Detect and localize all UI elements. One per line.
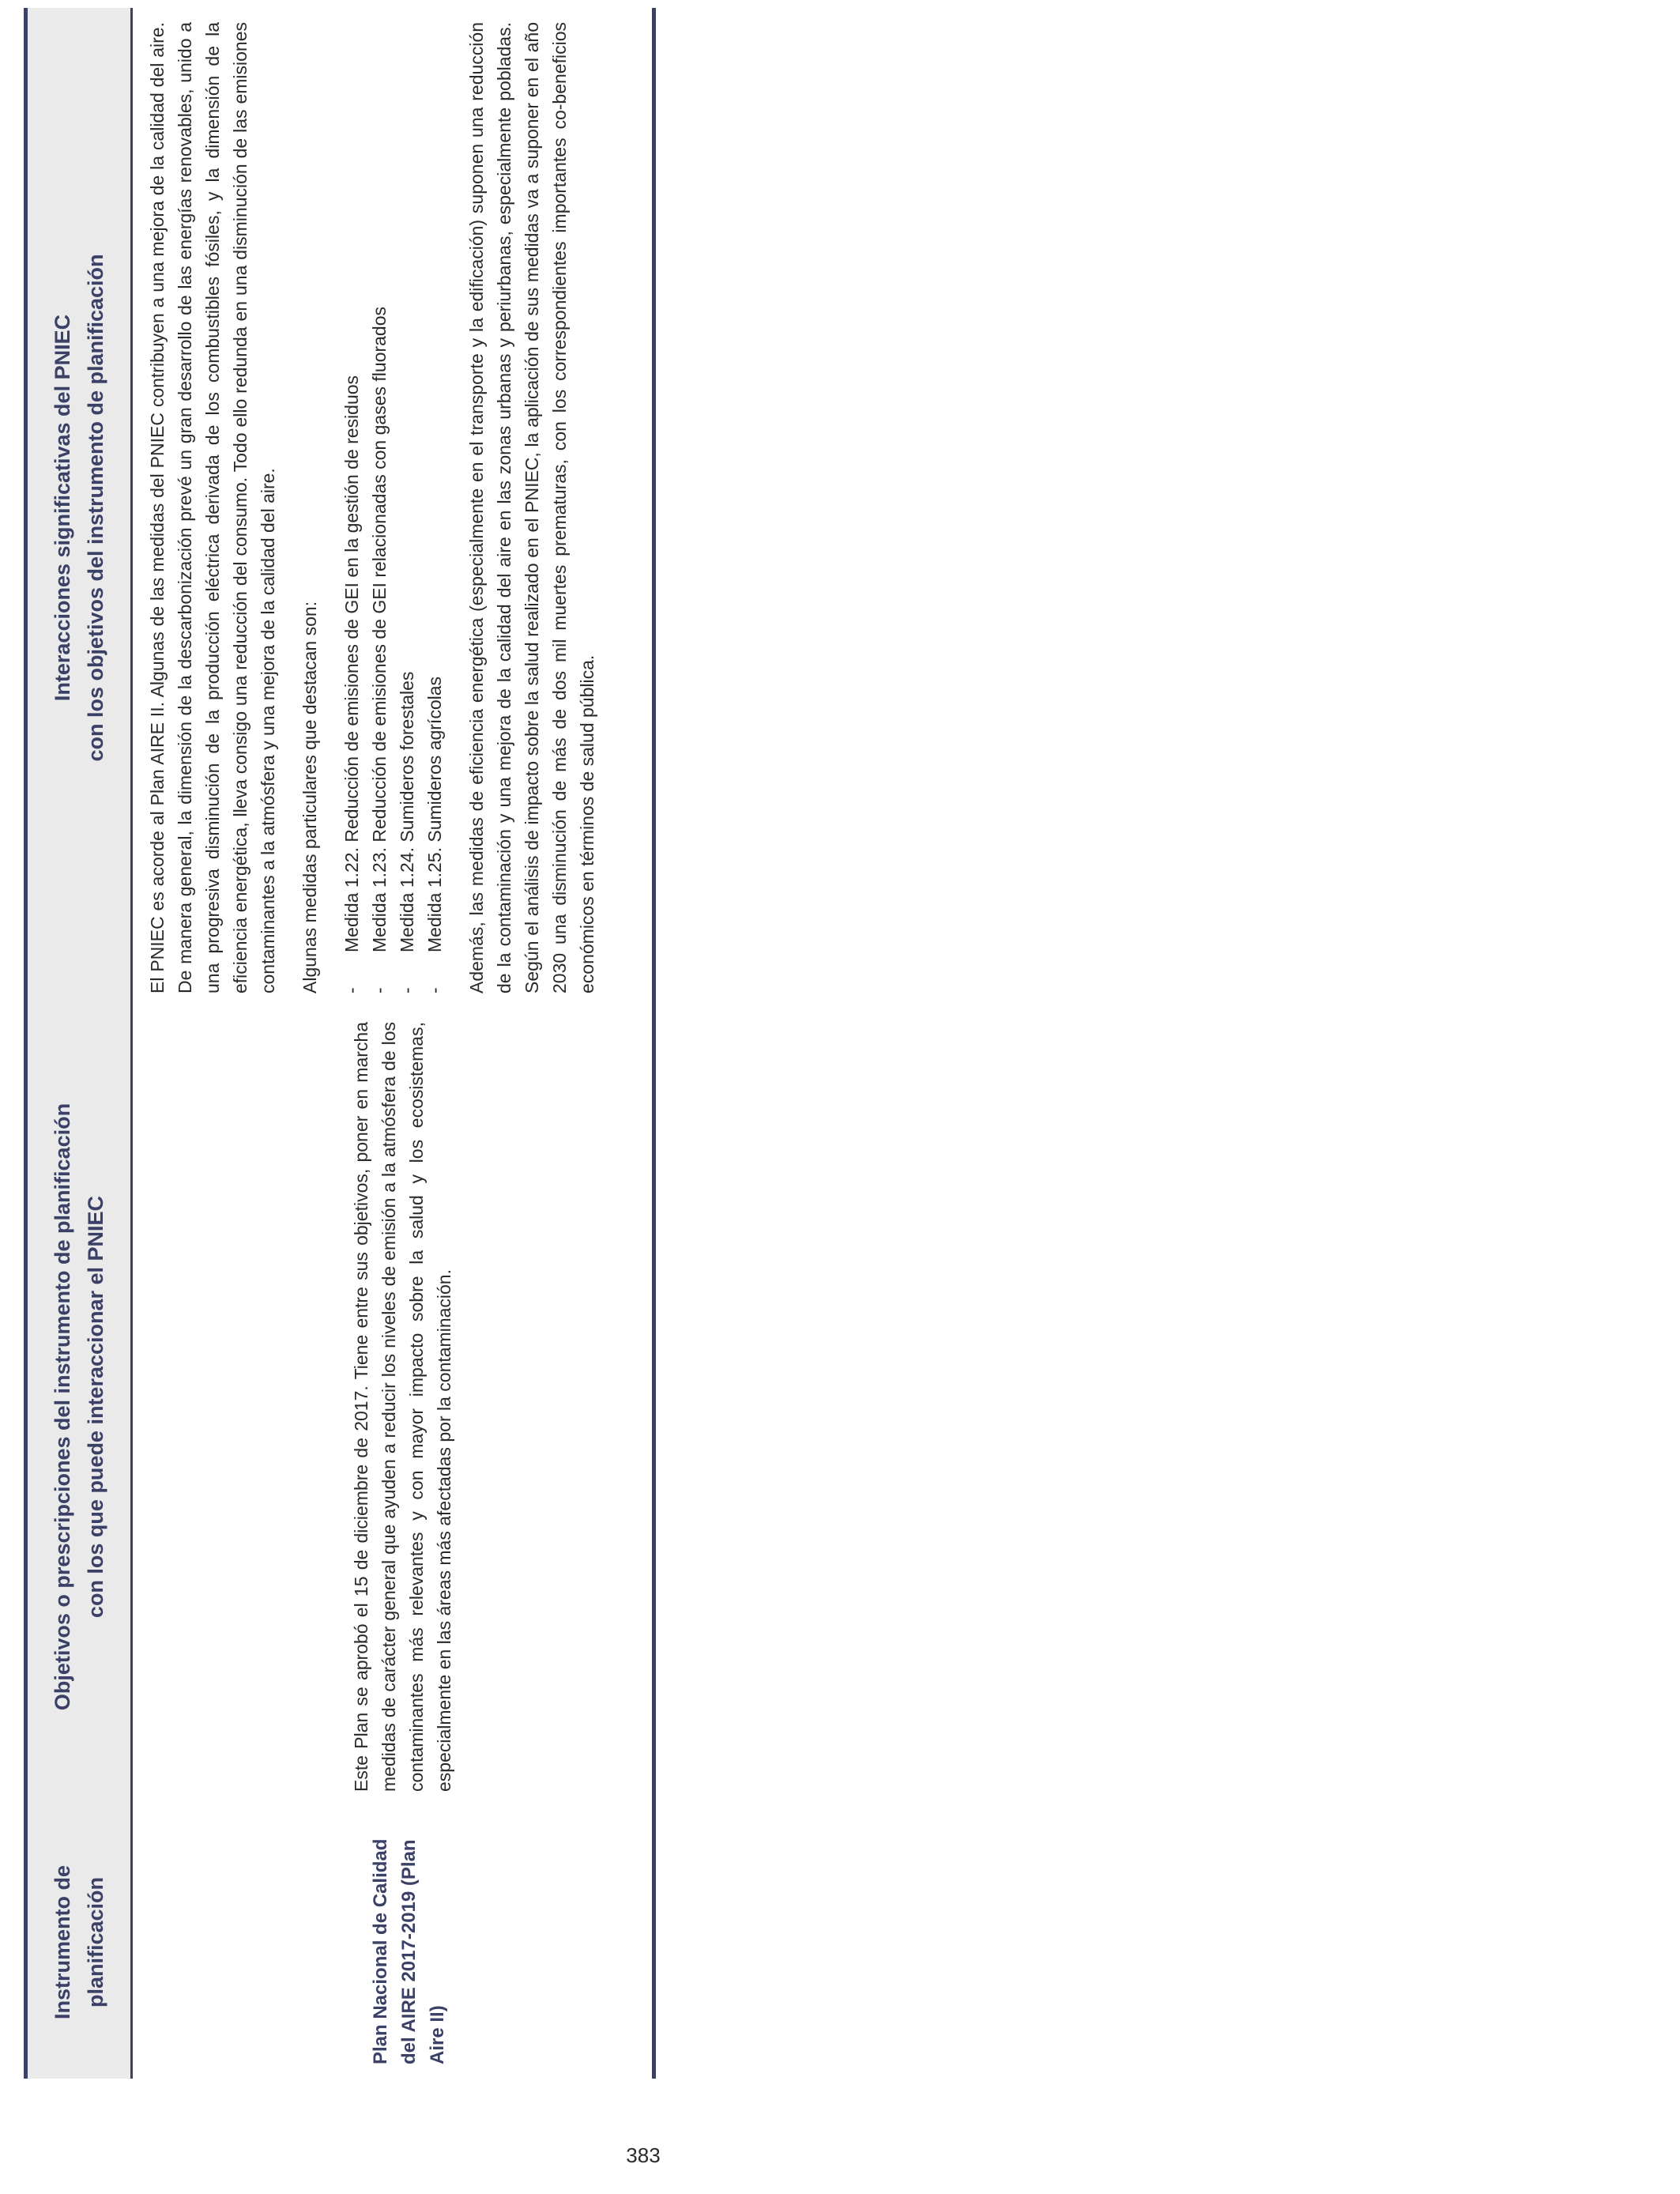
bullet-dash: - — [397, 987, 417, 993]
bullet-dash: - — [341, 987, 362, 993]
header-instrument-label: Instrumento de planificación — [51, 1865, 107, 2020]
bullet-dash: - — [424, 987, 445, 993]
planning-instruments-table — [24, 8, 656, 2079]
header-instrument — [26, 1806, 132, 2079]
measure-text: Medida 1.23. Reducción de emisiones de GEI relacionadas con gases fluorados — [369, 307, 390, 952]
header-objectives-line1: Objetivos o prescripciones del instrumento de planificación — [51, 1103, 74, 1711]
rotated-table-container — [24, 8, 656, 2079]
list-item — [421, 22, 449, 993]
header-interactions — [26, 8, 132, 1008]
bullet-dash: - — [369, 987, 390, 993]
interactions-paragraph-3: Además, las medidas de eficiencia energética (especialmente en el transporte y la edificación) suponen una reducción de la contaminación y una mejora de la calidad del aire en las zonas urbanas y periurbanas, especialmente pobladas. Según el análisis de impacto sobre la salud realizado en el PNIEC, la aplicación de sus medidas va a suponer en el año 2030 una disminución de más de dos mil muertes prematuras, con los correspondientes importantes co-beneficios económicos en términos de salud pública. — [466, 22, 597, 993]
list-item — [394, 22, 421, 993]
measure-text: Medida 1.22. Reducción de emisiones de GEI en la gestión de residuos — [341, 375, 362, 952]
header-objectives-line2: con los que puede interaccionar el PNIEC — [84, 1195, 107, 1619]
cell-instrument — [132, 1806, 654, 2079]
cell-interactions — [132, 8, 654, 1008]
list-item — [338, 22, 366, 993]
objectives-text: Este Plan se aprobó el 15 de diciembre de 2017. Tiene entre sus objetivos, poner en marcha medidas de carácter general que ayuden a reducir los niveles de emisión a la atmósfera de los contaminantes más relevantes y con mayor impacto sobre la salud y los ecosistemas, especialmente en las áreas más afectadas por la contaminación. — [351, 1022, 454, 1792]
interactions-paragraph-2: Algunas medidas particulares que destacan son: — [299, 601, 320, 993]
list-item — [366, 22, 394, 993]
page-number: 383 — [626, 2143, 661, 2167]
measure-text: Medida 1.24. Sumideros forestales — [397, 671, 417, 952]
measure-text: Medida 1.25. Sumideros agrícolas — [424, 676, 445, 952]
cell-objectives — [132, 1008, 654, 1806]
measures-list — [338, 22, 449, 993]
instrument-name: Plan Nacional de Calidad del AIRE 2017-2019 (Plan Aire II) — [370, 1838, 448, 2064]
header-objectives — [26, 1008, 132, 1806]
table-row — [132, 8, 654, 2079]
header-interactions-line2: con los objetivos del instrumento de planificación — [84, 254, 107, 762]
table-header-row — [26, 8, 132, 2079]
interactions-paragraph-1: El PNIEC es acorde al Plan AIRE II. Algunas de las medidas del PNIEC contribuyen a una mejora de la calidad del aire. De manera general, la dimensión de la descarbonización prevé un gran desarrollo de las energías renovables, unido a una progresiva disminución de la producción eléctrica derivada de los combustibles fósiles, y la dimensión de la eficiencia energética, lleva consigo una reducción del consumo. Todo ello redunda en una disminución de las emisiones contaminantes a la atmósfera y una mejora de la calidad del aire. — [147, 22, 278, 993]
header-interactions-line1: Interacciones significativas del PNIEC — [51, 314, 74, 702]
